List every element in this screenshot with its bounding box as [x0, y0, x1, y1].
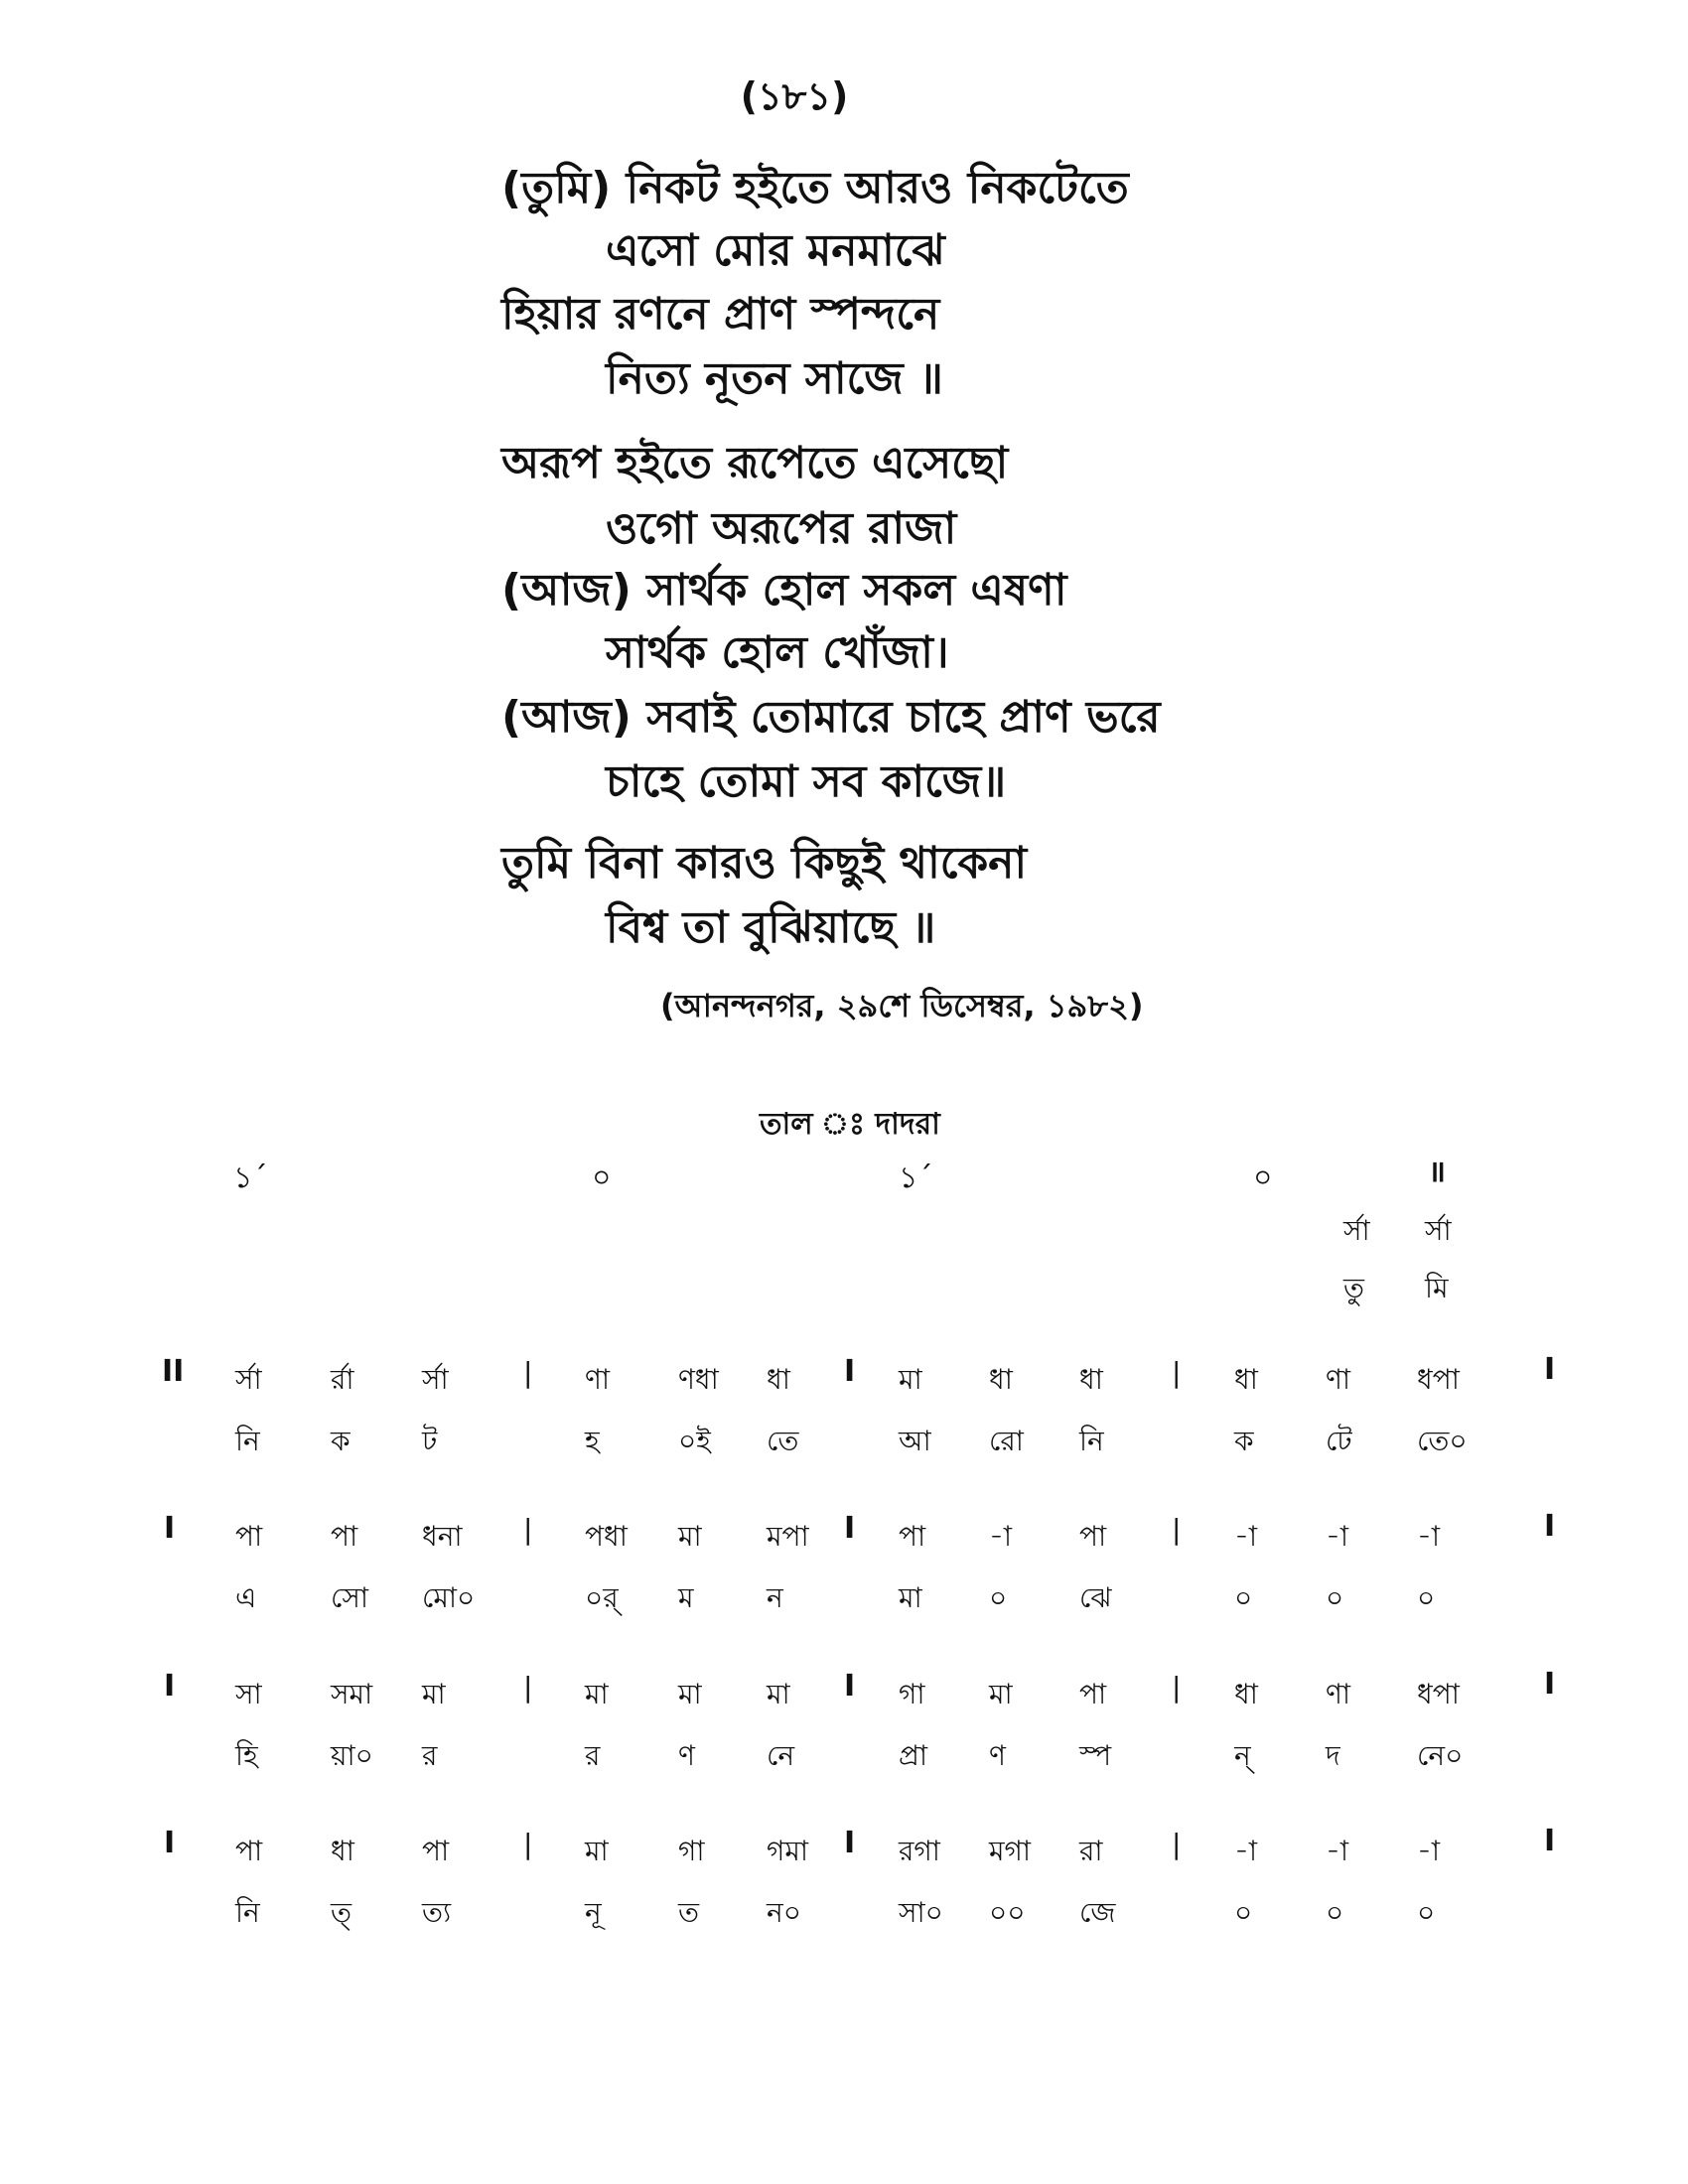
note: পা — [422, 1835, 450, 1867]
syllable: হি — [235, 1739, 258, 1772]
note: র্সা — [235, 1363, 262, 1396]
syllable: ন — [767, 1581, 783, 1614]
note: ধা — [331, 1835, 354, 1867]
note: মা — [585, 1678, 609, 1710]
bar-open: I — [164, 1511, 176, 1546]
note: -া — [989, 1520, 1013, 1553]
note: পা — [331, 1520, 358, 1553]
note: ধা — [1079, 1363, 1103, 1396]
syllable: ম — [678, 1581, 694, 1614]
separator-major: I — [844, 1826, 856, 1860]
bar-close: I — [1544, 1667, 1556, 1702]
note: ধপা — [1417, 1363, 1460, 1396]
syllable: র — [422, 1739, 438, 1772]
syllable: নূ — [585, 1896, 602, 1929]
syllable: ন০ — [767, 1896, 801, 1929]
note: র্রা — [331, 1363, 354, 1396]
syllable: র — [585, 1739, 601, 1772]
syllable: নে — [767, 1739, 795, 1772]
syllable: ট — [422, 1425, 438, 1457]
poem-line: (তুমি) নিকট হইতে আরও নিকটেতে — [501, 163, 1129, 213]
syllable: ০ই — [678, 1425, 711, 1457]
tala-label: তাল ঃ দাদরা — [760, 1107, 940, 1142]
beat-mark: ০ — [1253, 1160, 1273, 1195]
syllable: ত্য — [422, 1896, 452, 1929]
poem-line: তুমি বিনা কারও কিছুই থাকেনা — [501, 838, 1028, 888]
syllable: ণ — [678, 1739, 695, 1772]
poem-line: (আজ) সার্থক হোল সকল এষণা — [501, 565, 1067, 615]
note: মা — [989, 1678, 1013, 1710]
syllable: হ — [585, 1425, 600, 1457]
note: ণা — [585, 1363, 611, 1396]
syllable: ০ — [989, 1581, 1008, 1614]
note: -া — [1417, 1835, 1441, 1867]
separator-minor: | — [523, 1513, 533, 1546]
syllable: ০০ — [989, 1896, 1026, 1929]
page-number: (১৮১) — [740, 74, 849, 118]
note: ধা — [1234, 1678, 1258, 1710]
syllable: ন্ — [1234, 1739, 1251, 1772]
syllable: ০ — [1417, 1581, 1436, 1614]
pickup-note: র্সা — [1425, 1214, 1452, 1247]
note: ধপা — [1417, 1678, 1460, 1710]
note: সমা — [331, 1678, 373, 1710]
syllable: ০ — [1326, 1581, 1344, 1614]
note: পা — [235, 1520, 263, 1553]
syllable: ণ — [989, 1739, 1006, 1772]
syllable: এ — [235, 1581, 257, 1614]
note: -া — [1326, 1835, 1349, 1867]
beat-mark: ১´ — [233, 1160, 268, 1195]
note: সা — [235, 1678, 262, 1710]
syllable: নে০ — [1417, 1739, 1464, 1772]
syllable: নি — [1079, 1425, 1104, 1457]
pickup-syllable: মি — [1425, 1272, 1449, 1304]
separator-minor: | — [1172, 1671, 1182, 1704]
note: পা — [235, 1835, 263, 1867]
poem-line: ওগো অরূপের রাজা — [606, 503, 957, 554]
note: গা — [899, 1678, 925, 1710]
bar-open: II — [162, 1354, 185, 1389]
note: ণা — [1326, 1678, 1351, 1710]
note: মা — [678, 1678, 702, 1710]
beat-mark: ০ — [592, 1160, 612, 1195]
separator-major: I — [844, 1511, 856, 1546]
syllable: ঝে — [1079, 1581, 1112, 1614]
bar-open: I — [164, 1826, 176, 1860]
poem-line: (আজ) সবাই তোমারে চাহে প্রাণ ভরে — [501, 692, 1161, 743]
note: মা — [422, 1678, 446, 1710]
bar-open: I — [164, 1669, 176, 1704]
syllable: প্রা — [899, 1739, 928, 1772]
note: র্সা — [422, 1363, 449, 1396]
syllable: মো০ — [422, 1581, 476, 1614]
note: রগা — [899, 1835, 940, 1867]
syllable: তে০ — [1417, 1425, 1468, 1457]
bar-close: I — [1544, 1509, 1556, 1544]
syllable: সা০ — [899, 1896, 943, 1929]
syllable: ত — [678, 1896, 700, 1929]
poem-line: হিয়ার রণনে প্রাণ স্পন্দনে — [501, 289, 940, 340]
separator-minor: | — [523, 1356, 533, 1389]
note: ণা — [1326, 1363, 1351, 1396]
poem-line: সার্থক হোল খোঁজা। — [606, 627, 949, 678]
syllable: স্প — [1079, 1739, 1112, 1772]
note: ধা — [767, 1363, 790, 1396]
syllable: জে — [1079, 1896, 1116, 1929]
syllable: টে — [1326, 1425, 1352, 1457]
note: মা — [678, 1520, 702, 1553]
poem-line: অরূপ হইতে রূপেতে এসেছো — [501, 438, 1009, 488]
poem-line: এসো মোর মনমাঝে — [606, 225, 945, 276]
syllable: য়া০ — [331, 1739, 373, 1772]
bar-close: I — [1544, 1352, 1556, 1387]
note: ণধা — [678, 1363, 719, 1396]
separator-minor: | — [1172, 1513, 1182, 1546]
pickup-note: র্সা — [1343, 1214, 1370, 1247]
separator-minor: | — [523, 1828, 533, 1860]
syllable: রো — [989, 1425, 1024, 1457]
separator-major: I — [844, 1354, 856, 1389]
note: মপা — [767, 1520, 809, 1553]
pickup-syllable: তু — [1343, 1272, 1365, 1304]
syllable: নি — [235, 1896, 260, 1929]
double-bar: ॥ — [1428, 1155, 1446, 1189]
beat-mark: ১´ — [899, 1160, 933, 1195]
note: রা — [1079, 1835, 1103, 1867]
note: গা — [678, 1835, 705, 1867]
syllable: ০ — [1234, 1581, 1253, 1614]
note: পা — [899, 1520, 926, 1553]
syllable: ০ — [1234, 1896, 1253, 1929]
note: -া — [1234, 1520, 1258, 1553]
syllable: দ — [1326, 1739, 1340, 1772]
note: মগা — [989, 1835, 1032, 1867]
poem-line: বিশ্ব তা বুঝিয়াছে ॥ — [606, 902, 936, 953]
note: মা — [767, 1678, 790, 1710]
syllable: মা — [899, 1581, 922, 1614]
note: পা — [1079, 1678, 1107, 1710]
note: -া — [1234, 1835, 1258, 1867]
note: ধা — [989, 1363, 1013, 1396]
poem-line: চাহে তোমা সব কাজে॥ — [606, 756, 1007, 807]
note: মা — [899, 1363, 922, 1396]
syllable: সো — [331, 1581, 368, 1614]
note: ধা — [1234, 1363, 1258, 1396]
note: ধনা — [422, 1520, 463, 1553]
separator-minor: | — [1172, 1828, 1182, 1860]
syllable: আ — [899, 1425, 931, 1457]
syllable: ত্ — [331, 1896, 352, 1929]
syllable: ক — [1234, 1425, 1254, 1457]
note: পা — [1079, 1520, 1107, 1553]
note: -া — [1326, 1520, 1349, 1553]
note: মা — [585, 1835, 609, 1867]
note: গমা — [767, 1835, 809, 1867]
syllable: ০ — [1326, 1896, 1344, 1929]
note: পধা — [585, 1520, 628, 1553]
note: -া — [1417, 1520, 1441, 1553]
syllable: ০র্ — [585, 1581, 619, 1614]
bar-close: I — [1544, 1824, 1556, 1858]
poem-line: নিত্য নূতন সাজে ॥ — [606, 353, 943, 404]
date-place: (আনন্দনগর, ২৯শে ডিসেম্বর, ১৯৮২) — [660, 987, 1144, 1024]
separator-major: I — [844, 1669, 856, 1704]
syllable: তে — [767, 1425, 799, 1457]
separator-minor: | — [523, 1671, 533, 1704]
separator-minor: | — [1172, 1356, 1182, 1389]
syllable: ক — [331, 1425, 351, 1457]
syllable: ০ — [1417, 1896, 1436, 1929]
syllable: নি — [235, 1425, 260, 1457]
